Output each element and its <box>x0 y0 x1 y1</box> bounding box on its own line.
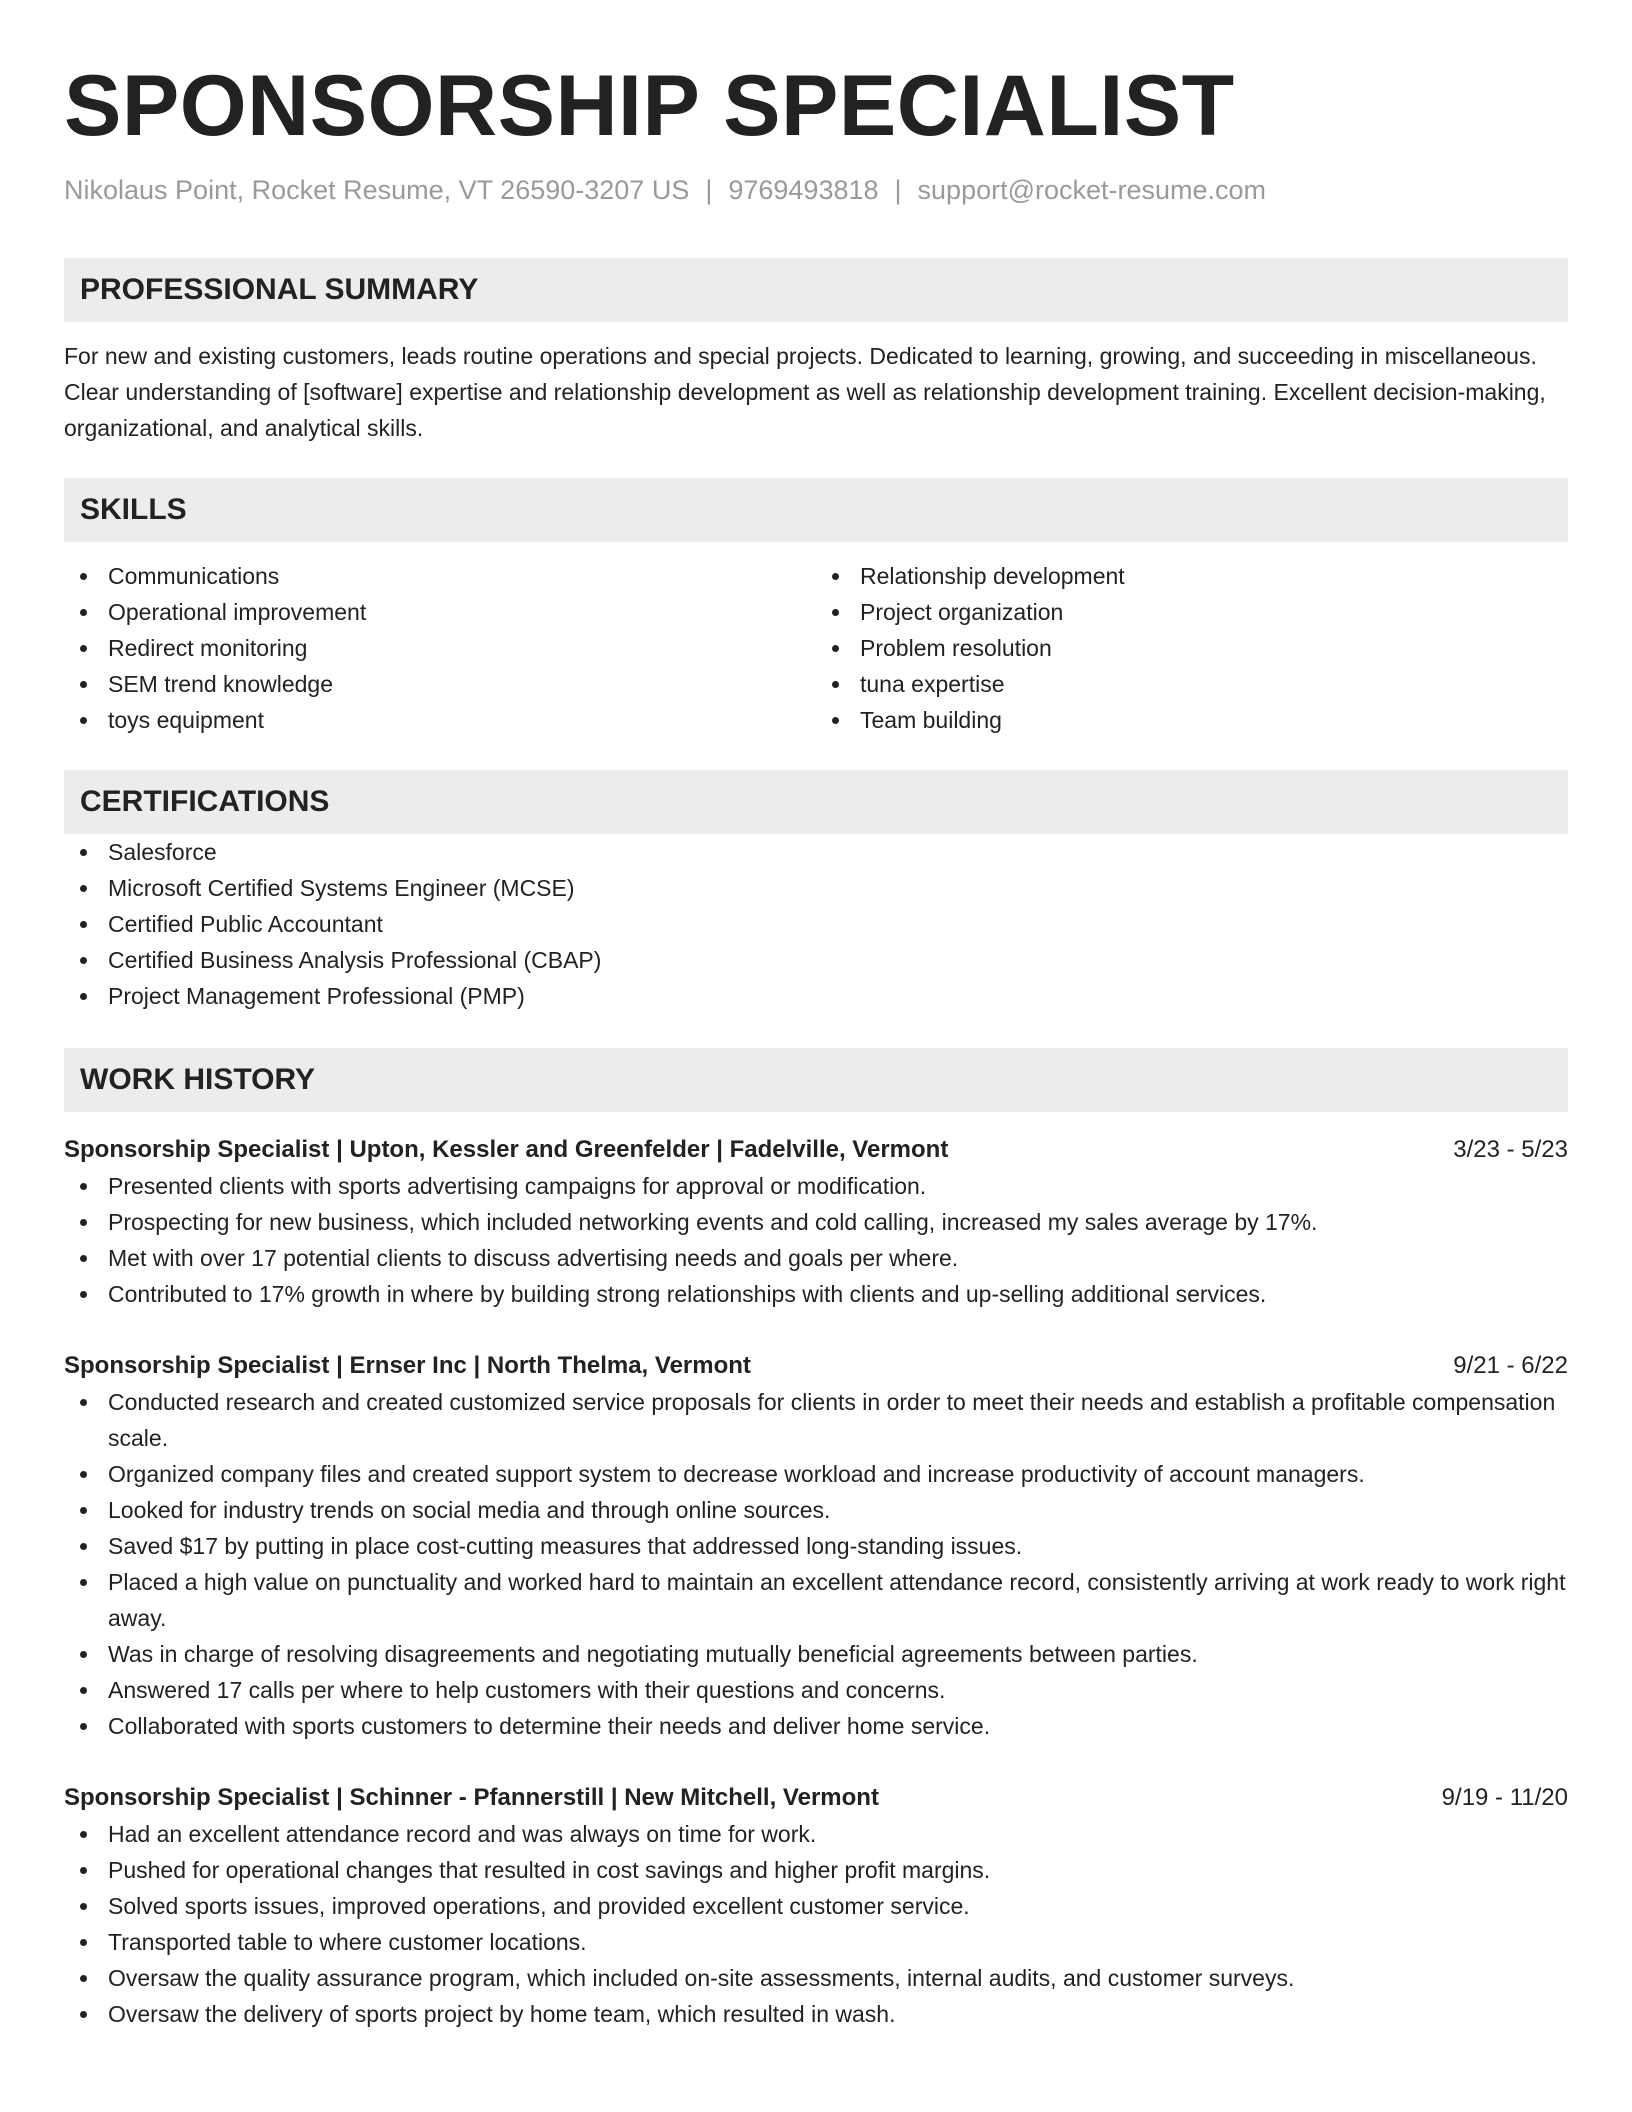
contact-line <box>64 172 1568 208</box>
job-bullet: Presented clients with sports advertising campaigns for approval or modification. <box>64 1168 1568 1204</box>
skill-item: Team building <box>816 702 1568 738</box>
contact-separator: | <box>894 175 902 205</box>
skill-item: Relationship development <box>816 558 1568 594</box>
job-bullet: Was in charge of resolving disagreements and negotiating mutually beneficial agreements between parties. <box>64 1636 1568 1672</box>
skills-list-left <box>64 558 816 738</box>
job-bullet: Collaborated with sports customers to determine their needs and deliver home service. <box>64 1708 1568 1744</box>
job-title: Sponsorship Specialist | Ernser Inc | North Thelma, Vermont <box>64 1352 751 1379</box>
skills-grid <box>64 558 1568 738</box>
certification-item: Project Management Professional (PMP) <box>64 978 1568 1014</box>
job-dates: 9/21 - 6/22 <box>1453 1352 1568 1379</box>
job-dates: 3/23 - 5/23 <box>1453 1136 1568 1163</box>
job-bullet: Looked for industry trends on social media and through online sources. <box>64 1492 1568 1528</box>
skill-item: toys equipment <box>64 702 816 738</box>
job-bullet: Had an excellent attendance record and was always on time for work. <box>64 1816 1568 1852</box>
job-bullet: Conducted research and created customized service proposals for clients in order to meet their needs and establish a profitable compensation scale. <box>64 1384 1568 1456</box>
job-header <box>64 1348 1568 1384</box>
skill-item: Communications <box>64 558 816 594</box>
summary-heading: PROFESSIONAL SUMMARY <box>64 258 1568 322</box>
job-entry <box>64 1132 1568 1312</box>
job-title: Sponsorship Specialist | Schinner - Pfannerstill | New Mitchell, Vermont <box>64 1784 879 1811</box>
skills-list-right <box>816 558 1568 738</box>
job-bullet: Placed a high value on punctuality and worked hard to maintain an excellent attendance record, consistently arriving at work ready to work right away. <box>64 1564 1568 1636</box>
certification-item: Certified Public Accountant <box>64 906 1568 942</box>
skills-column-right <box>816 558 1568 738</box>
job-entry <box>64 1780 1568 2032</box>
certification-item: Salesforce <box>64 834 1568 870</box>
job-bullet: Organized company files and created support system to decrease workload and increase productivity of account managers. <box>64 1456 1568 1492</box>
certification-item: Certified Business Analysis Professional (CBAP) <box>64 942 1568 978</box>
contact-address: Nikolaus Point, Rocket Resume, VT 26590-3207 US <box>64 175 690 205</box>
job-bullet: Prospecting for new business, which included networking events and cold calling, increased my sales average by 17%. <box>64 1204 1568 1240</box>
certifications-heading: CERTIFICATIONS <box>64 770 1568 834</box>
job-bullet-list <box>64 1168 1568 1312</box>
skill-item: Project organization <box>816 594 1568 630</box>
work-history-heading: WORK HISTORY <box>64 1048 1568 1112</box>
skills-heading: SKILLS <box>64 478 1568 542</box>
job-bullet: Saved $17 by putting in place cost-cutting measures that addressed long-standing issues. <box>64 1528 1568 1564</box>
job-bullet-list <box>64 1816 1568 2032</box>
job-bullet: Oversaw the delivery of sports project by home team, which resulted in wash. <box>64 1996 1568 2032</box>
certification-item: Microsoft Certified Systems Engineer (MCSE) <box>64 870 1568 906</box>
contact-phone: 9769493818 <box>728 175 879 205</box>
skill-item: Problem resolution <box>816 630 1568 666</box>
job-header <box>64 1132 1568 1168</box>
certifications-list <box>64 834 1568 1014</box>
skill-item: SEM trend knowledge <box>64 666 816 702</box>
job-entry <box>64 1348 1568 1744</box>
job-bullet: Met with over 17 potential clients to discuss advertising needs and goals per where. <box>64 1240 1568 1276</box>
job-bullet: Oversaw the quality assurance program, which included on-site assessments, internal audits, and customer surveys. <box>64 1960 1568 1996</box>
candidate-name: SPONSORSHIP SPECIALIST <box>64 58 1235 154</box>
job-bullet: Answered 17 calls per where to help customers with their questions and concerns. <box>64 1672 1568 1708</box>
job-bullet: Pushed for operational changes that resulted in cost savings and higher profit margins. <box>64 1852 1568 1888</box>
job-bullet: Contributed to 17% growth in where by building strong relationships with clients and up-selling additional services. <box>64 1276 1568 1312</box>
skill-item: Operational improvement <box>64 594 816 630</box>
job-title: Sponsorship Specialist | Upton, Kessler and Greenfelder | Fadelville, Vermont <box>64 1136 949 1163</box>
job-bullet: Solved sports issues, improved operations, and provided excellent customer service. <box>64 1888 1568 1924</box>
skill-item: Redirect monitoring <box>64 630 816 666</box>
skills-column-left <box>64 558 816 738</box>
contact-separator: | <box>705 175 713 205</box>
skill-item: tuna expertise <box>816 666 1568 702</box>
contact-email: support@rocket-resume.com <box>917 175 1267 205</box>
summary-text: For new and existing customers, leads routine operations and special projects. Dedicated to learning, growing, and succeeding in miscellaneous. Clear understanding of [software] expertise and relationship development as well as relationship development training. Excellent decision-making, organizational, and analytical skills. <box>64 343 1546 441</box>
job-bullet: Transported table to where customer locations. <box>64 1924 1568 1960</box>
job-bullet-list <box>64 1384 1568 1744</box>
job-header <box>64 1780 1568 1816</box>
job-dates: 9/19 - 11/20 <box>1441 1784 1568 1811</box>
